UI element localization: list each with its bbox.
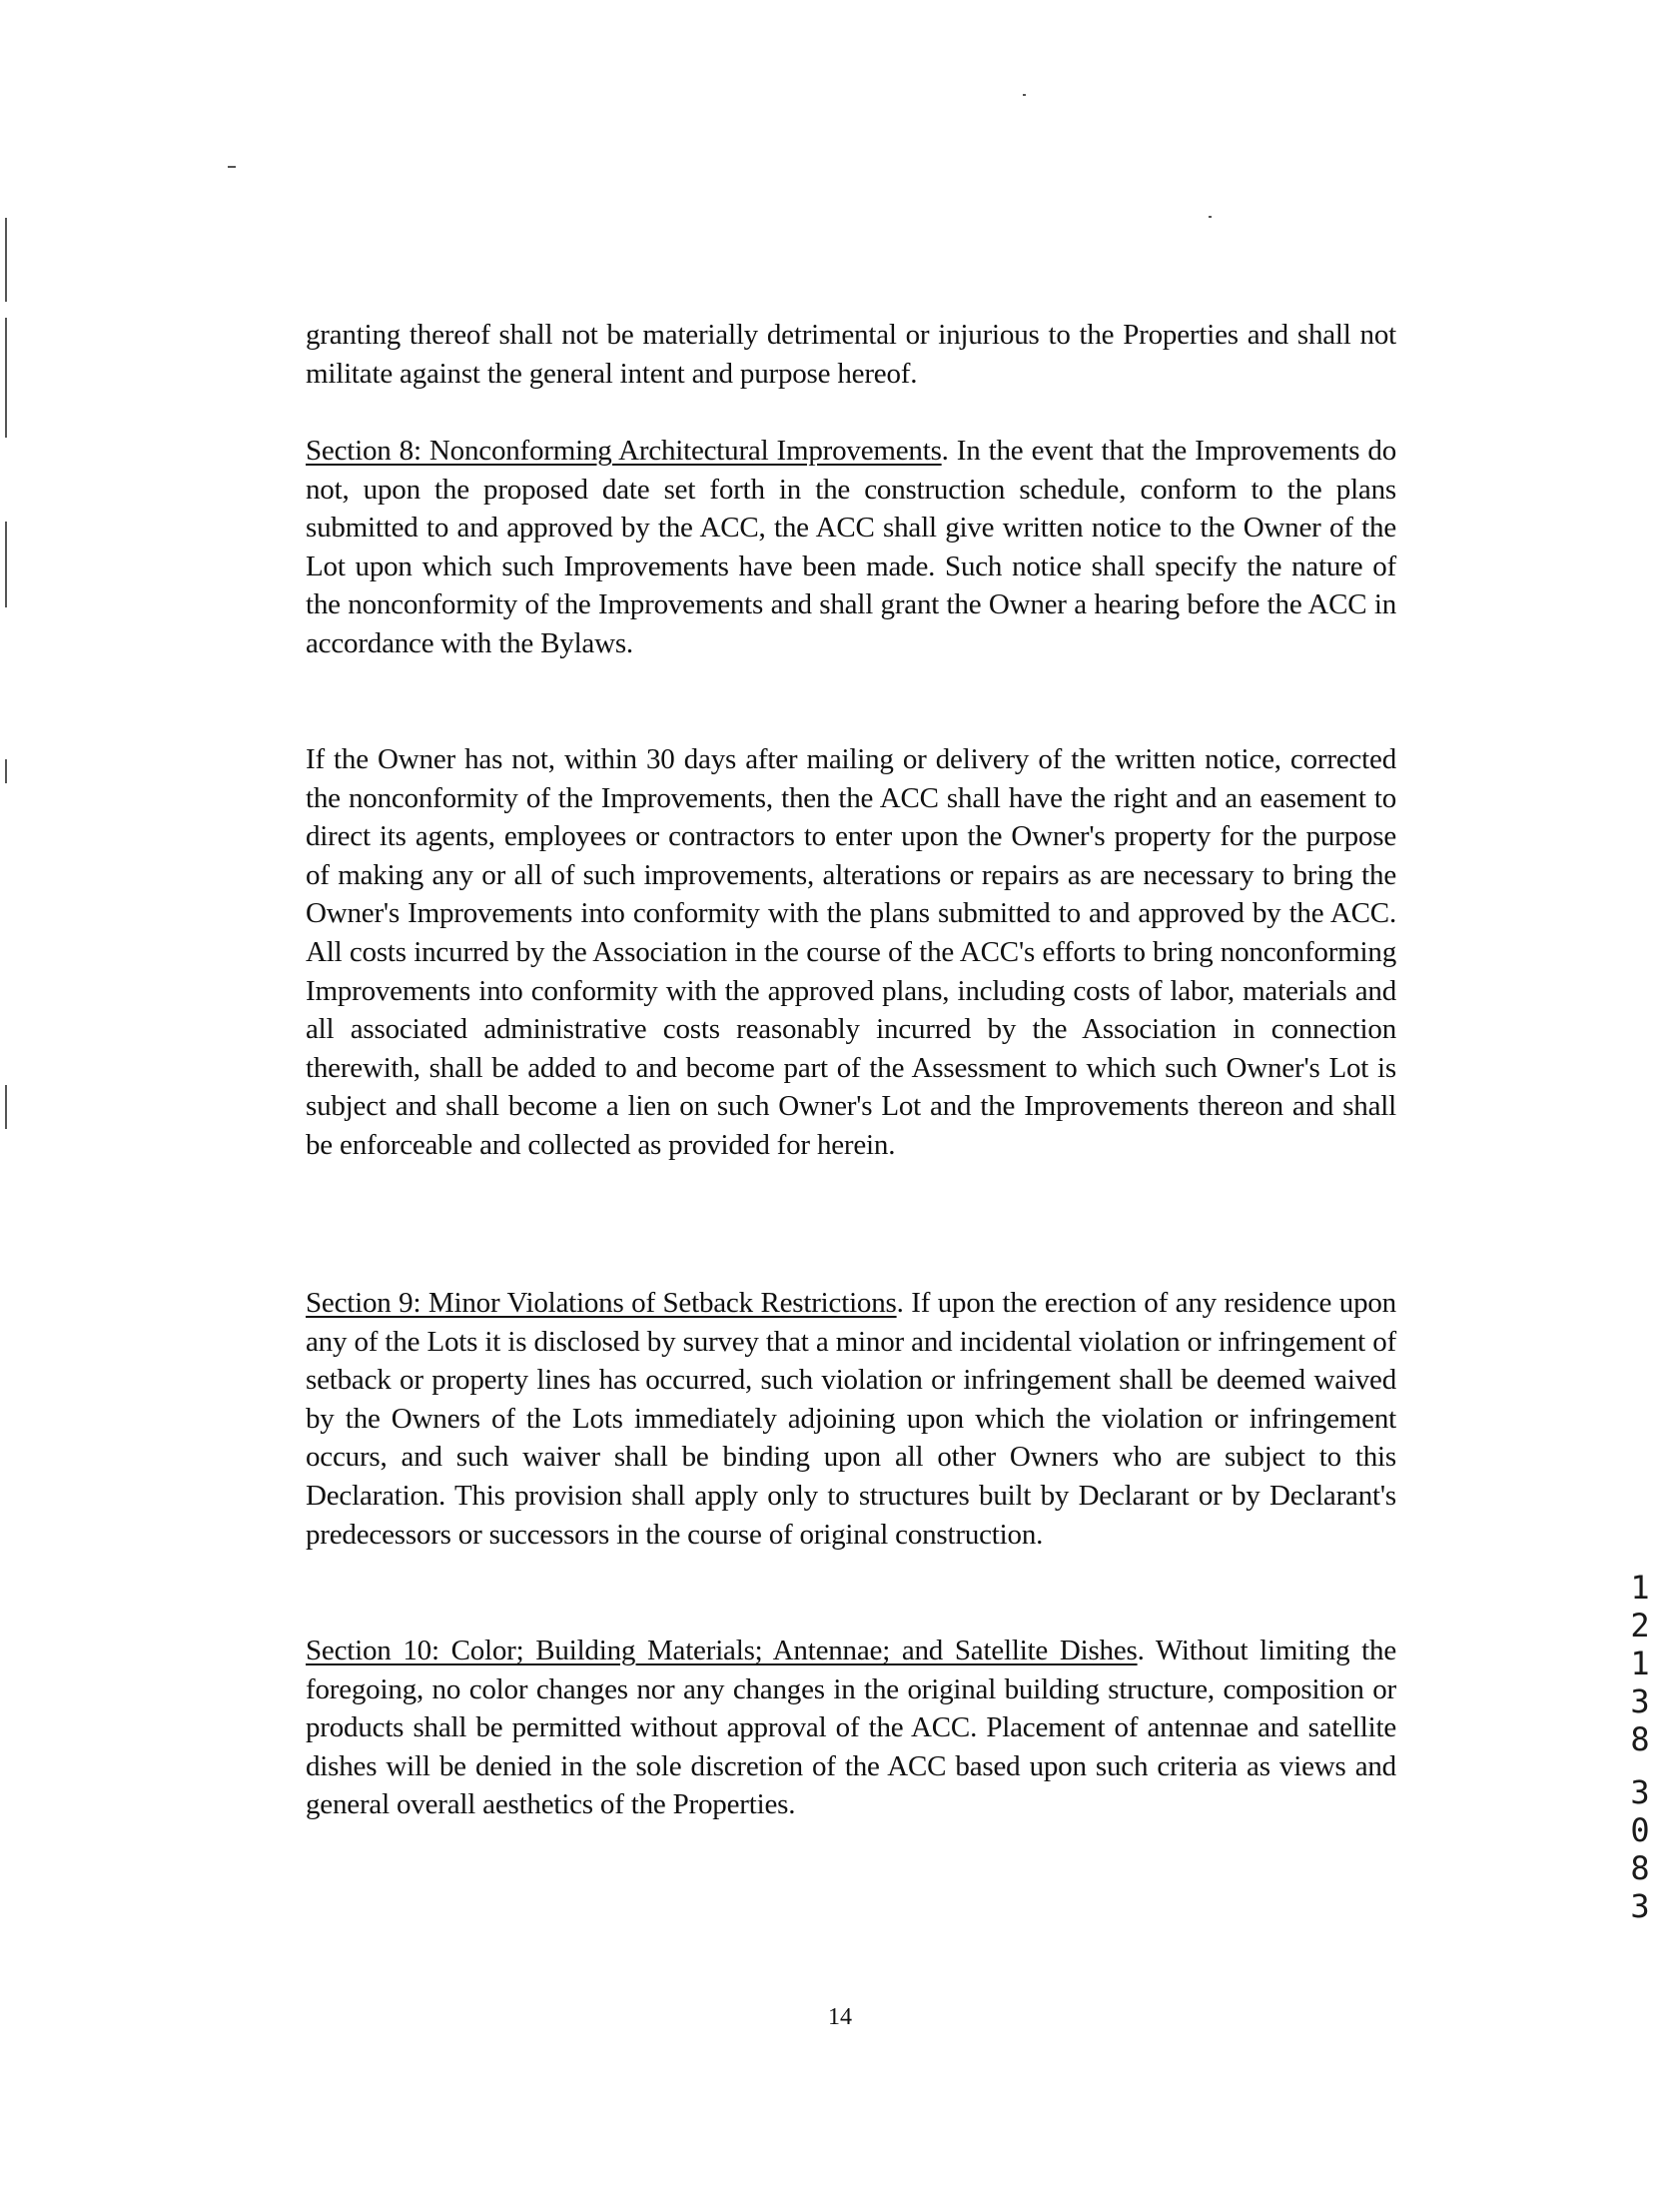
- scan-mark: [1023, 94, 1026, 96]
- stamp-digit: 0: [1630, 1811, 1650, 1849]
- section-10-paragraph: [306, 1632, 1396, 1824]
- scan-mark: [5, 318, 7, 438]
- stamp-digit: 3: [1630, 1773, 1650, 1811]
- scan-mark: [5, 1085, 7, 1129]
- paragraph-body: granting thereof shall not be materially detrimental or injurious to the Properties and shall not militate against the general intent and purpose hereof.: [306, 319, 1396, 390]
- section-9-paragraph: [306, 1284, 1396, 1554]
- paragraph-body: . In the event that the Improvements do not, upon the proposed date set forth in the construction schedule, conform to the plans submitted to and approved by the ACC, the ACC shall give written notice to the Owner of the Lot upon which such Improvements have been made. Such notice shall specify the nature of the nonconformity of the Improvements and shall grant the Owner a hearing before the ACC in accordance with the Bylaws.: [306, 435, 1396, 659]
- stamp-digit: 2: [1630, 1607, 1650, 1645]
- recording-stamp-bottom: [1620, 1773, 1660, 1925]
- stamp-digit: 1: [1630, 1645, 1650, 1682]
- stamp-digit: 1: [1630, 1569, 1650, 1607]
- page-number: 14: [828, 2004, 852, 2030]
- paragraph-body: . If upon the erection of any residence upon any of the Lots it is disclosed by survey that a minor and incidental violation or infringement of setback or property lines has occurred, such violation or infringement shall be deemed waived by the Owners of the Lots immediately adjoining upon which the violation or infringement occurs, and such waiver shall be binding upon all other Owners who are subject to this Declaration. This provision shall apply only to structures built by Declarant or by Declarant's predecessors or successors in the course of original construction.: [306, 1287, 1396, 1551]
- recording-stamp-top: [1620, 1569, 1660, 1758]
- stamp-digit: 3: [1630, 1887, 1650, 1925]
- section-heading: Section 10: Color; Building Materials; Antennae; and Satellite Dishes: [306, 1635, 1138, 1666]
- paragraph-body: If the Owner has not, within 30 days after mailing or delivery of the written notice, corrected the nonconformity of the Improvements, then the ACC shall have the right and an easement to direct its agents, employees or contractors to enter upon the Owner's property for the purpose of making any or all of such improvements, alterations or repairs as are necessary to bring the Owner's Improvements into conformity with the plans submitted to and approved by the ACC. All costs incurred by the Association in the course of the ACC's efforts to bring nonconforming Improvements into conformity with the approved plans, including costs of labor, materials and all associated administrative costs reasonably incurred by the Association in connection therewith, shall be added to and become part of the Assessment to which such Owner's Lot is subject and shall become a lien on such Owner's Lot and the Improvements thereon and shall be enforceable and collected as provided for herein.: [306, 743, 1396, 1161]
- scan-mark: [5, 218, 7, 302]
- section-8-paragraph: [306, 432, 1396, 663]
- stamp-digit: 8: [1630, 1720, 1650, 1758]
- section-heading: Section 9: Minor Violations of Setback Restrictions: [306, 1287, 897, 1319]
- scan-mark: [1209, 216, 1212, 218]
- section-heading: Section 8: Nonconforming Architectural Improvements: [306, 435, 942, 467]
- scan-mark: [5, 522, 7, 607]
- scan-mark: [5, 759, 7, 783]
- paragraph-body: . Without limiting the foregoing, no color changes nor any changes in the original building structure, composition or products shall be permitted without approval of the ACC. Placement of antennae and satellite dishes will be denied in the sole discretion of the ACC based upon such criteria as views and general overall aesthetics of the Properties.: [306, 1635, 1396, 1821]
- paragraph-continuation: [306, 316, 1396, 393]
- stamp-digit: 3: [1630, 1682, 1650, 1720]
- stamp-digit: 8: [1630, 1849, 1650, 1887]
- scan-mark: [228, 166, 236, 168]
- section-8-continuation-paragraph: [306, 740, 1396, 1165]
